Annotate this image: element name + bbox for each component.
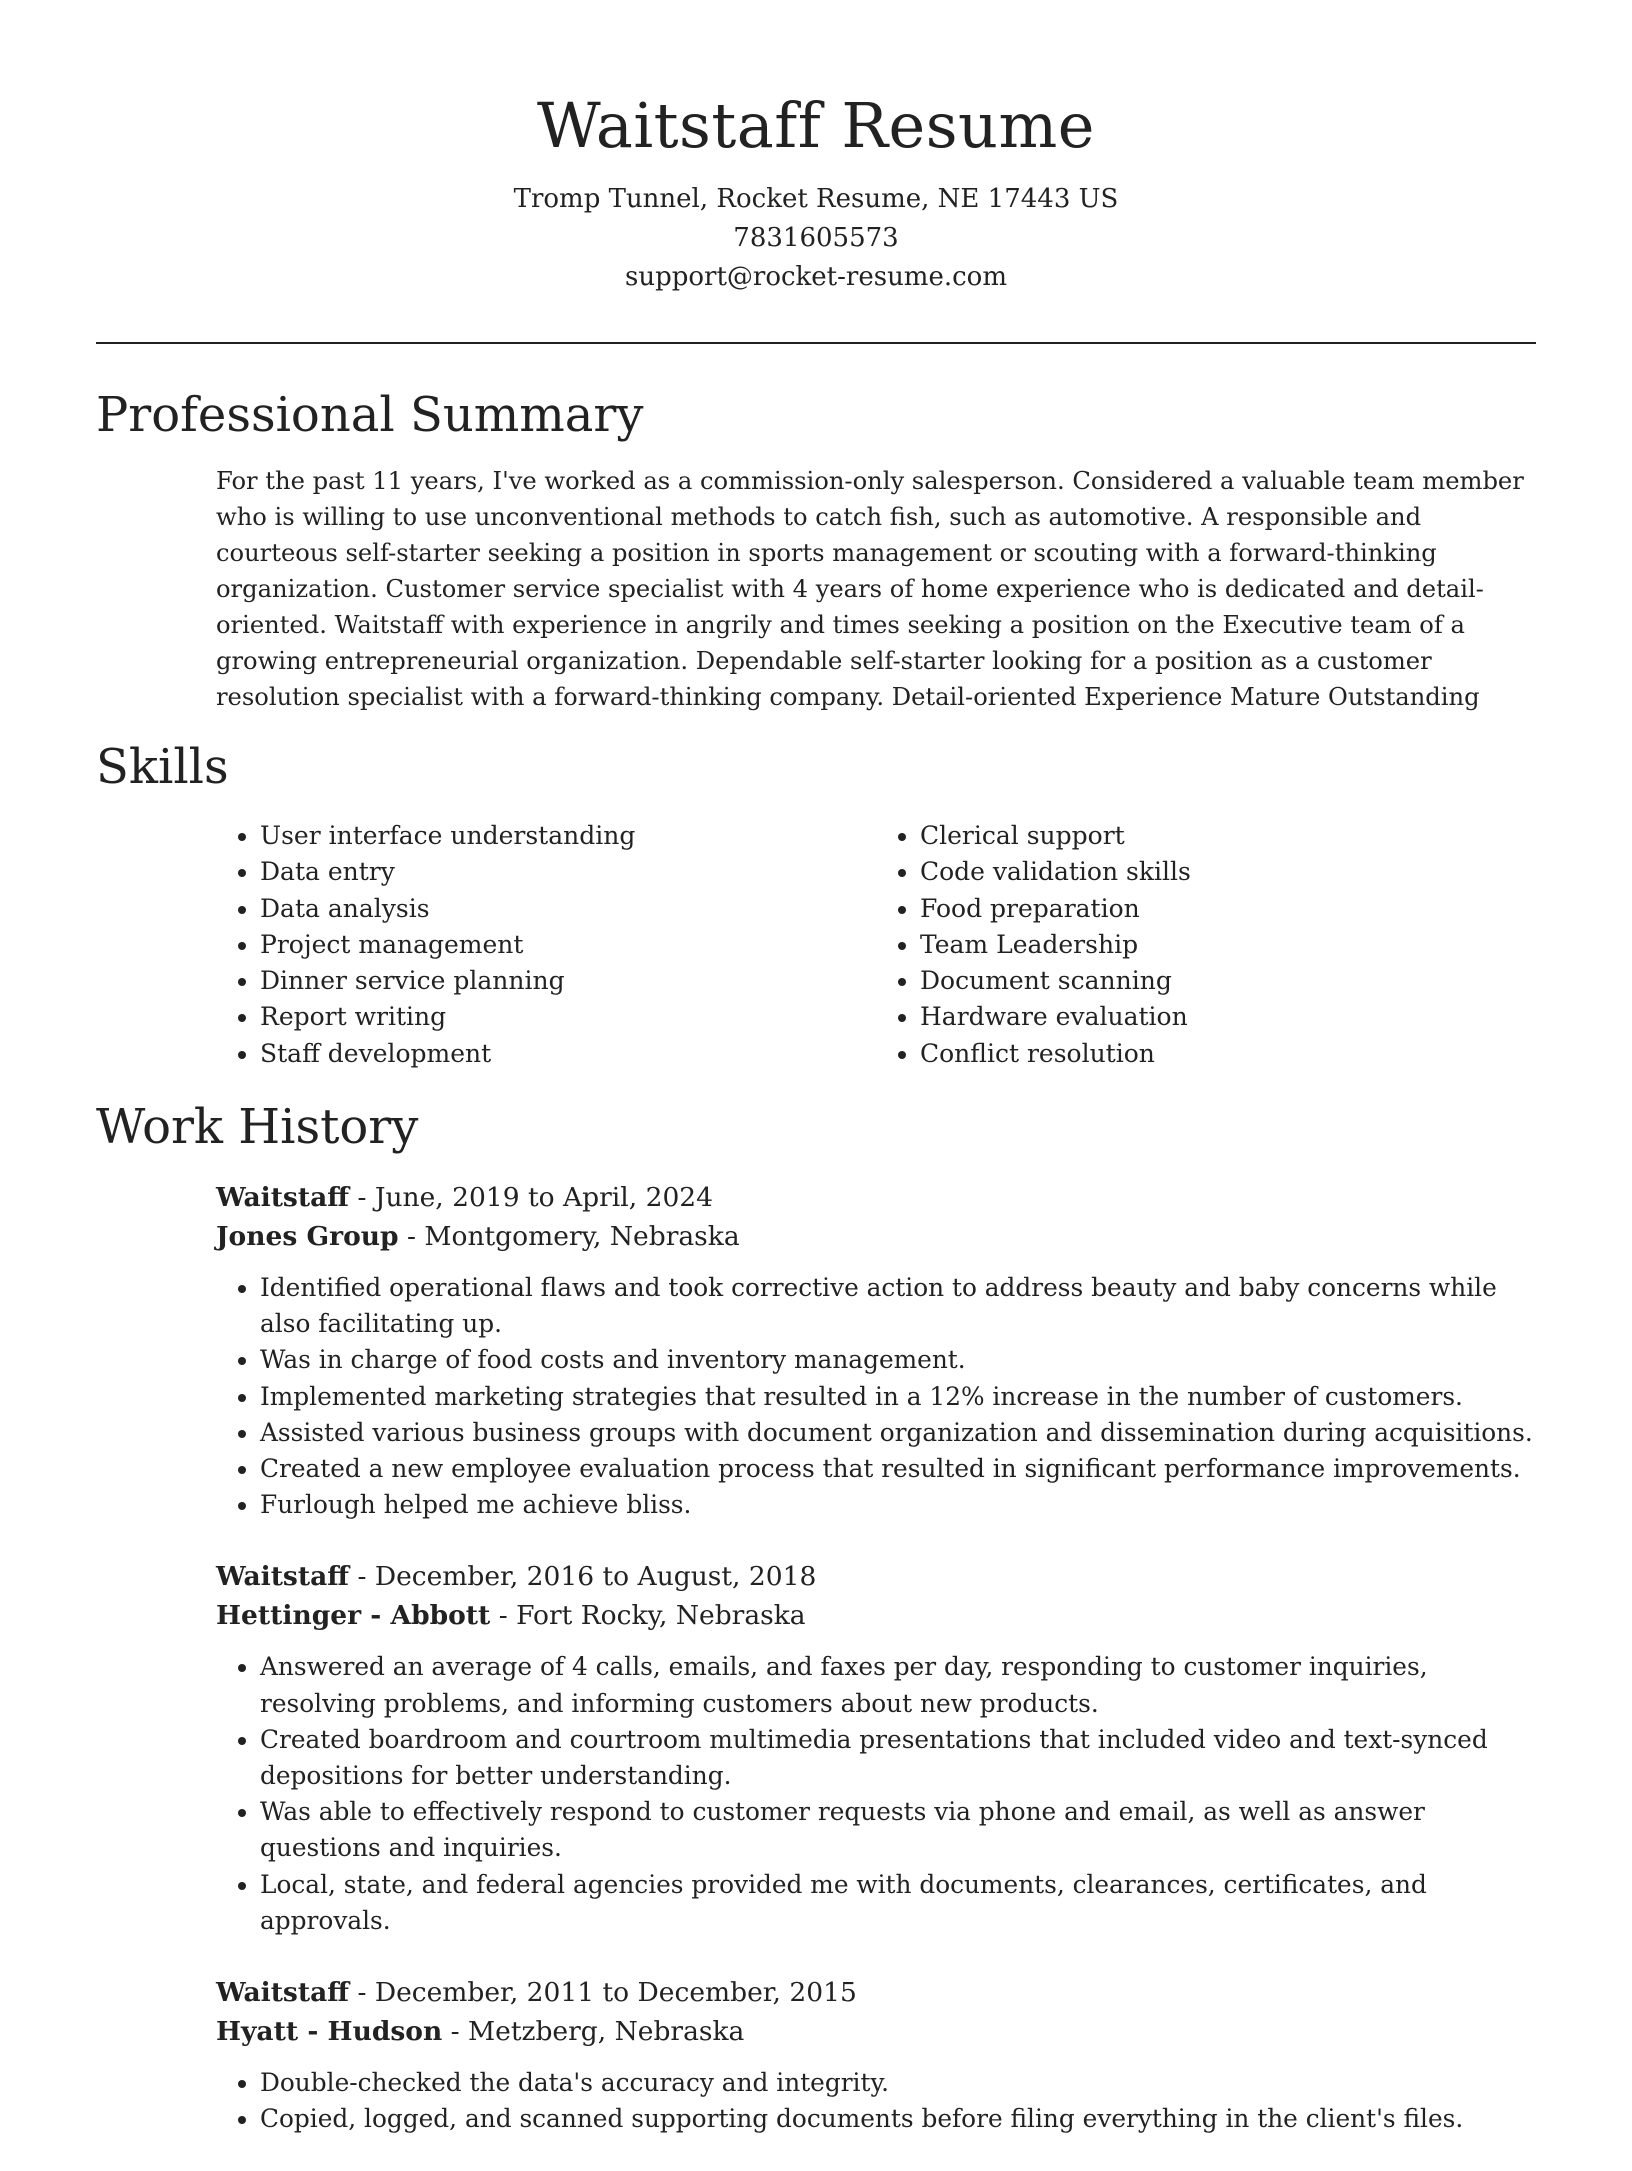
job-entry — [216, 1557, 1536, 1939]
job-bullet: • Identified operational flaws and took corrective action to address beauty and baby concerns while also facilitating up. — [260, 1270, 1536, 1342]
header-divider — [96, 342, 1536, 344]
job-bullet: • Implemented marketing strategies that resulted in a 12% increase in the number of customers. — [260, 1379, 1536, 1415]
job-role: Waitstaff — [216, 1182, 350, 1213]
job-dates: - June, 2019 to April, 2024 — [349, 1182, 714, 1213]
job-company-line — [216, 1596, 1536, 1635]
phone-line: 7831605573 — [733, 223, 899, 253]
job-entry — [216, 1178, 1536, 1523]
skill-item: • Team Leadership — [920, 927, 1536, 963]
job-company: Hyatt - Hudson — [216, 2016, 443, 2048]
job-bullets — [216, 1649, 1536, 1939]
job-company: Hettinger - Abbott — [216, 1600, 491, 1632]
skill-item: • Data entry — [260, 854, 876, 890]
job-title-line — [216, 1557, 1536, 1596]
summary-text: For the past 11 years, I've worked as a commission-only salesperson. Considered a valuable team member who is willing to use unconventional methods to catch fish, such as automotive. A responsible and courteous self-starter seeking a position in sports management or scouting with a forward-thinking organization. Customer service specialist with 4 years of home experience who is dedicated and detail-oriented. Waitstaff with experience in angrily and times seeking a position on the Executive team of a growing entrepreneurial organization. Dependable self-starter looking for a position as a customer resolution specialist with a forward-thinking company. Detail-oriented Experience Mature Outstanding — [216, 467, 1524, 711]
job-dates: - December, 2016 to August, 2018 — [349, 1561, 817, 1593]
skill-item: • Staff development — [260, 1036, 876, 1072]
job-dates: - December, 2011 to December, 2015 — [349, 1977, 857, 2009]
work-history-heading: Work History — [96, 1099, 419, 1155]
skill-item: • Project management — [260, 927, 876, 963]
skill-item: • Conflict resolution — [920, 1036, 1536, 1072]
skill-item: • Food preparation — [920, 891, 1536, 927]
job-bullet: • Created a new employee evaluation process that resulted in significant performance improvements. — [260, 1451, 1536, 1487]
job-bullet: • Was in charge of food costs and inventory management. — [260, 1342, 1536, 1378]
job-title-line — [216, 1973, 1536, 2012]
address-line: Tromp Tunnel, Rocket Resume, NE 17443 US — [513, 184, 1119, 214]
job-company-line — [216, 2012, 1536, 2051]
job-company: Jones Group — [216, 1221, 399, 1252]
resume-title: Waitstaff Resume — [537, 89, 1095, 162]
work-history-list — [216, 1178, 1536, 2171]
skill-item: • Clerical support — [920, 818, 1536, 854]
job-location: - Fort Rocky, Nebraska — [490, 1600, 806, 1632]
job-bullet: • Furlough helped me achieve bliss. — [260, 1487, 1536, 1523]
skill-item: • User interface understanding — [260, 818, 876, 854]
job-location: - Montgomery, Nebraska — [398, 1221, 740, 1252]
skills-heading: Skills — [96, 739, 229, 795]
skill-item: • Dinner service planning — [260, 963, 876, 999]
skills-column-left — [216, 818, 876, 1072]
job-bullet: • Created boardroom and courtroom multimedia presentations that included video and text-synced depositions for better understanding. — [260, 1722, 1536, 1794]
job-title-line — [216, 1178, 1536, 1217]
skill-item: • Document scanning — [920, 963, 1536, 999]
job-bullet: • Was able to effectively respond to customer requests via phone and email, as well as answer questions and inquiries. — [260, 1794, 1536, 1866]
skills-list — [216, 818, 1536, 1072]
skill-item: • Data analysis — [260, 891, 876, 927]
skill-item: • Hardware evaluation — [920, 999, 1536, 1035]
skill-item: • Report writing — [260, 999, 876, 1035]
resume-header — [0, 0, 1632, 297]
job-bullets — [216, 1270, 1536, 1523]
job-bullet: • Copied, logged, and scanned supporting documents before filing everything in the client's files. — [260, 2101, 1536, 2137]
job-bullet: • Double-checked the data's accuracy and integrity. — [260, 2065, 1536, 2101]
job-bullet: • Assisted various business groups with document organization and dissemination during acquisitions. — [260, 1415, 1536, 1451]
job-bullets — [216, 2065, 1536, 2137]
job-bullet: • Local, state, and federal agencies provided me with documents, clearances, certificates, and approvals. — [260, 1867, 1536, 1939]
summary-heading: Professional Summary — [96, 387, 644, 443]
job-entry — [216, 1973, 1536, 2137]
job-location: - Metzberg, Nebraska — [442, 2016, 745, 2048]
skill-item: • Code validation skills — [920, 854, 1536, 890]
job-role: Waitstaff — [216, 1977, 350, 2009]
skills-column-right — [876, 818, 1536, 1072]
job-bullet: • Answered an average of 4 calls, emails, and faxes per day, responding to customer inquiries, resolving problems, and informing customers about new products. — [260, 1649, 1536, 1721]
job-role: Waitstaff — [216, 1561, 350, 1593]
email-line: support@rocket-resume.com — [624, 262, 1007, 292]
job-company-line — [216, 1217, 1536, 1256]
contact-info — [0, 180, 1632, 297]
